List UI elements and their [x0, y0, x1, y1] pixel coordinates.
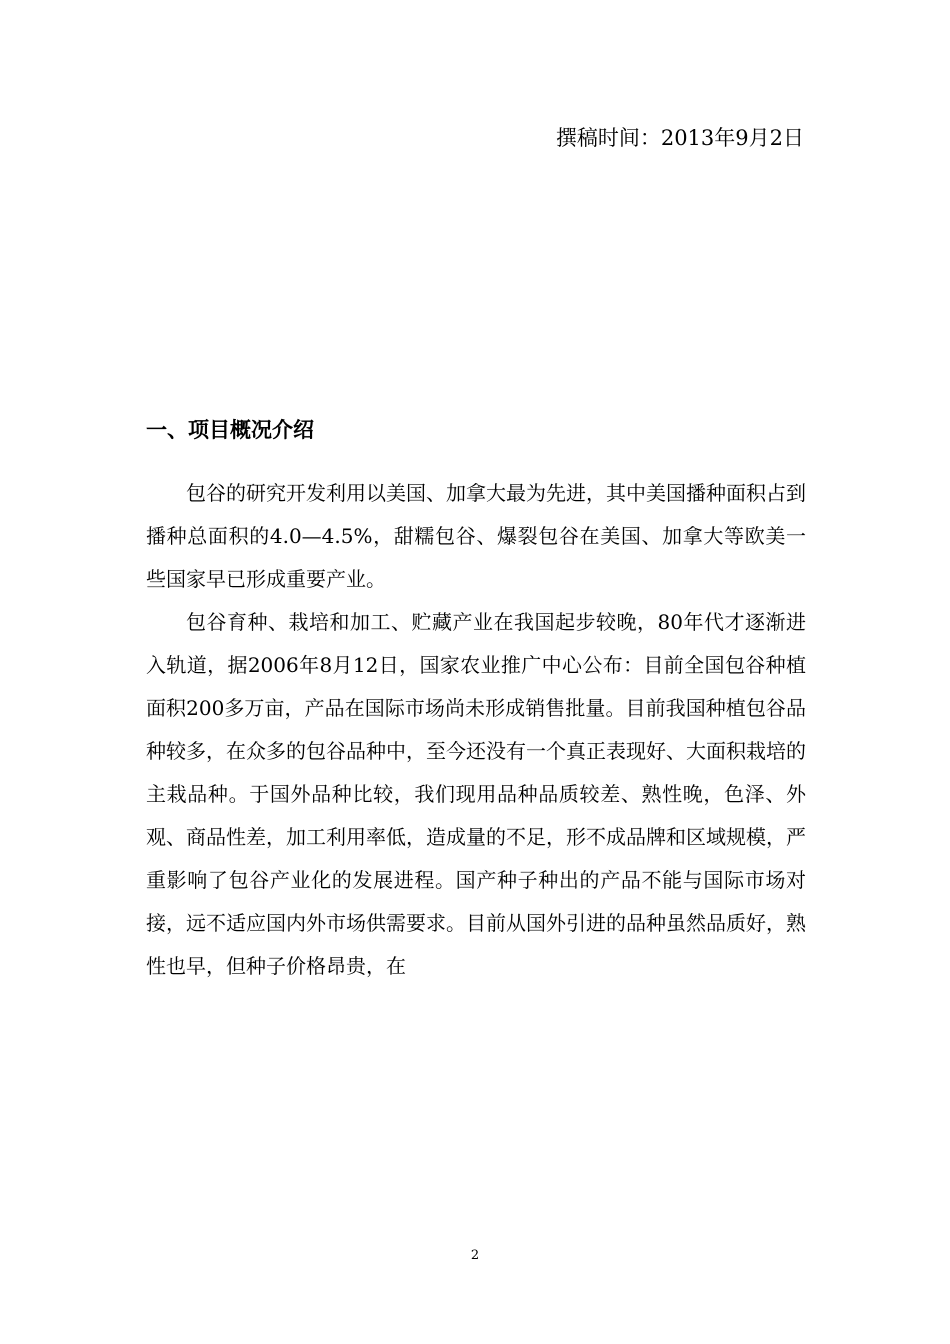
date-line: 撰稿时间：2013年9月2日 [555, 126, 804, 150]
paragraph: 包谷育种、栽培和加工、贮藏产业在我国起步较晚，80年代才逐渐进入轨道，据2006年8月12日，国家农业推广中心公布：目前全国包谷种植面积200多万亩，产品在国际市场尚未形成销售批量。目前我国种植包谷品种较多，在众多的包谷品种中，至今还没有一个真正表现好、大面积栽培的主栽品种。于国外品种比较，我们现用品种品质较差、熟性晚，色泽、外观、商品性差，加工利用率低，造成量的不足，形不成品牌和区域规模，严重影响了包谷产业化的发展进程。国产种子种出的产品不能与国际市场对接，远不适应国内外市场供需要求。目前从国外引进的品种虽然品质好，熟性也早，但种子价格昂贵，在 [146, 610, 806, 978]
section-heading: 一、项目概况介绍 [146, 417, 314, 442]
paragraph: 包谷的研究开发利用以美国、加拿大最为先进，其中美国播种面积占到播种总面积的4.0—4.5%，甜糯包谷、爆裂包谷在美国、加拿大等欧美一些国家早已形成重要产业。 [146, 481, 806, 591]
body-text [146, 472, 806, 988]
page-number: 2 [470, 1248, 480, 1263]
